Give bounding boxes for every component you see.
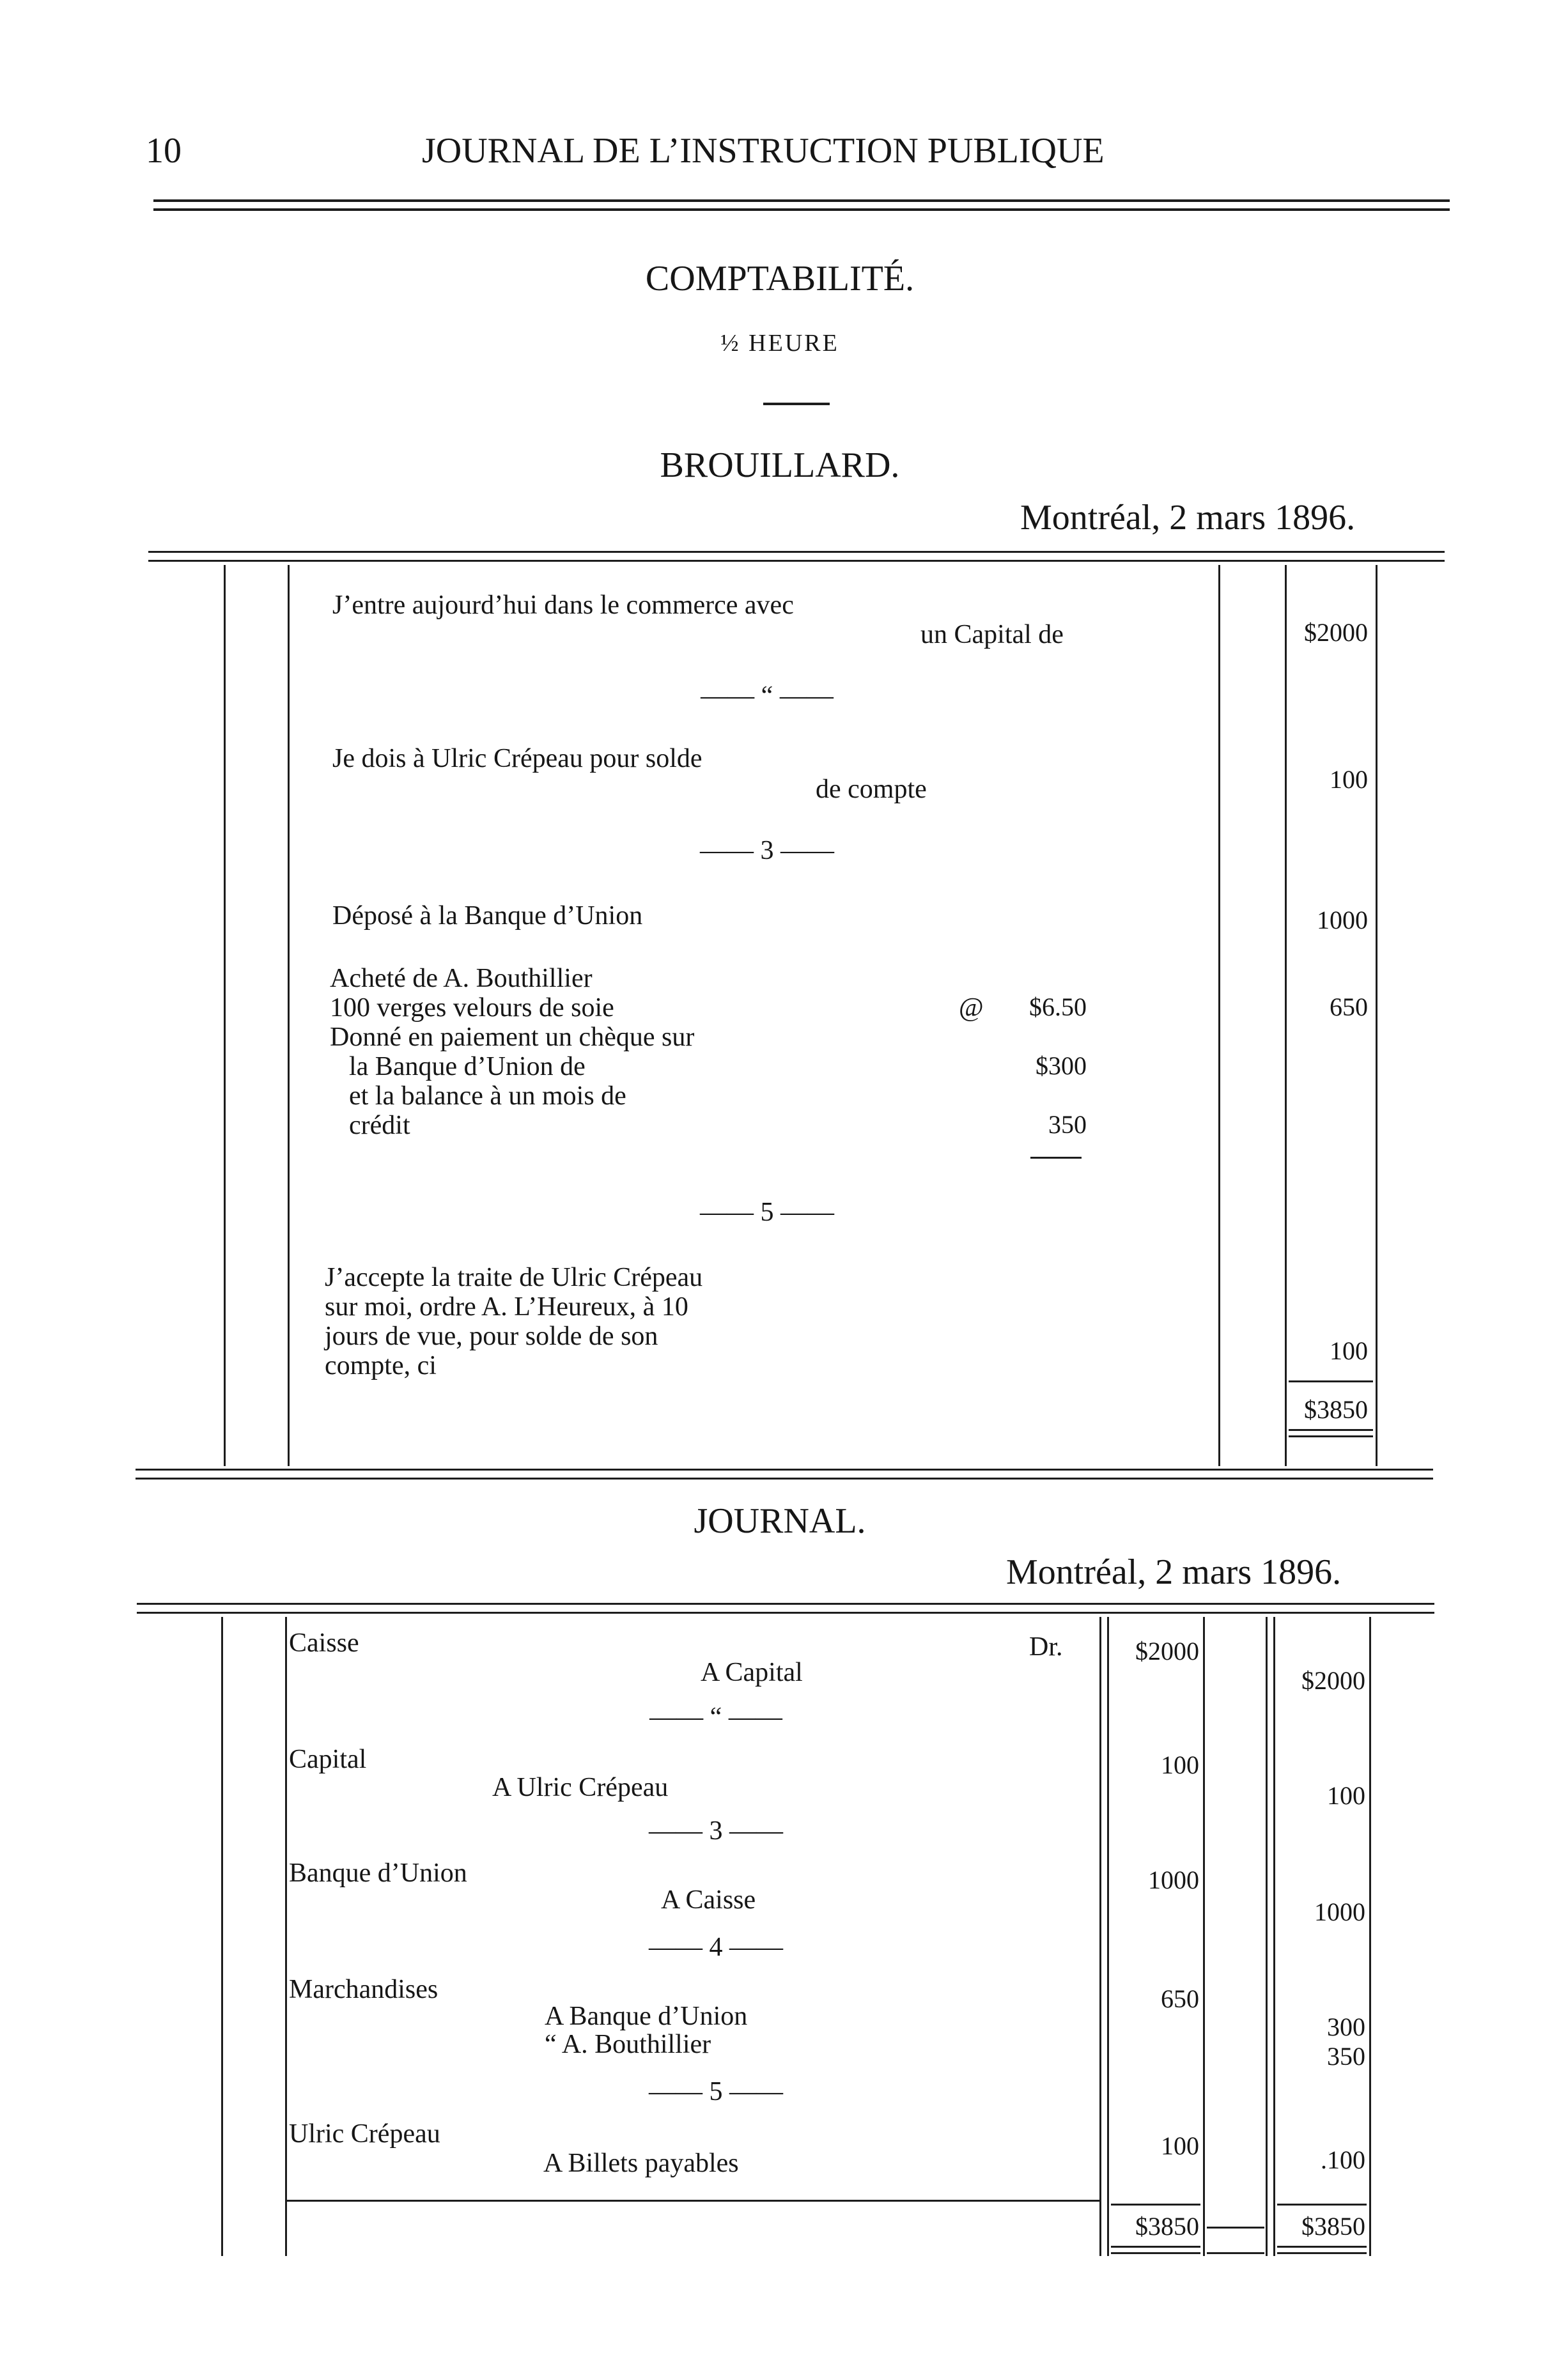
sub-amount: $300 — [1036, 1051, 1087, 1080]
credit-account: A Billets payables — [543, 2149, 739, 2178]
debit-account: Caisse — [289, 1628, 359, 1658]
debit-account: Banque d’Union — [289, 1858, 467, 1888]
debit-amount: 650 — [1161, 1984, 1199, 2013]
date-separator: —— “ —— — [649, 1703, 782, 1732]
entry-amount: $2000 — [1304, 618, 1368, 647]
credit-amount: 350 — [1327, 2042, 1365, 2071]
debit-amount: $2000 — [1135, 1637, 1199, 1665]
entry-text: Déposé à la Banque d’Union — [332, 901, 643, 931]
brouillard-date: Montréal, 2 mars 1896. — [1020, 498, 1356, 537]
debit-amount: 100 — [1161, 1750, 1199, 1779]
debit-account: Ulric Crépeau — [289, 2119, 440, 2149]
date-separator: —— 5 —— — [649, 2077, 783, 2106]
entry-text: Je dois à Ulric Crépeau pour solde — [332, 744, 702, 773]
brouillard-title: BROUILLARD. — [660, 445, 900, 485]
entry-text: J’accepte la traite de Ulric Crépeau — [325, 1263, 703, 1292]
unit-price: $6.50 — [1029, 993, 1087, 1021]
date-separator: —— 3 —— — [649, 1816, 783, 1846]
entry-amount: 100 — [1330, 1336, 1368, 1365]
credit-account: “ A. Bouthillier — [545, 2030, 711, 2059]
entry-text: sur moi, ordre A. L’Heureux, à 10 — [325, 1292, 688, 1322]
entry-detail: un Capital de — [920, 620, 1064, 649]
header-rule-top — [153, 199, 1450, 202]
credit-amount: $2000 — [1301, 1666, 1365, 1695]
debit-account: Marchandises — [289, 1975, 438, 2004]
credit-account: A Ulric Crépeau — [492, 1773, 669, 1802]
credit-account: A Caisse — [661, 1885, 756, 1915]
debit-amount: 100 — [1161, 2131, 1199, 2160]
entry-amount: 100 — [1330, 765, 1368, 794]
entry-text: 100 verges velours de soie — [330, 993, 614, 1023]
entry-text: Acheté de A. Bouthillier — [330, 964, 593, 993]
entry-text: Donné en paiement un chèque sur — [330, 1023, 695, 1052]
entry-text: et la balance à un mois de — [349, 1081, 626, 1111]
journal-title: JOURNAL. — [694, 1501, 866, 1541]
credit-amount: .100 — [1321, 2145, 1365, 2174]
entry-text: crédit — [349, 1111, 410, 1140]
debit-account: Capital — [289, 1745, 367, 1774]
short-divider — [763, 403, 830, 405]
entry-text: la Banque d’Union de — [349, 1052, 586, 1081]
date-separator: —— 5 —— — [700, 1198, 834, 1227]
page-number: 10 — [146, 131, 182, 171]
entry-amount: 650 — [1330, 993, 1368, 1021]
sub-amount: 350 — [1048, 1110, 1087, 1139]
credit-account: A Capital — [701, 1658, 803, 1687]
entry-text: J’entre aujourd’hui dans le commerce avec — [332, 591, 794, 620]
entry-text: jours de vue, pour solde de son — [325, 1322, 658, 1351]
sum-rule — [1030, 1157, 1082, 1159]
entry-detail: de compte — [816, 775, 927, 804]
debit-amount: 1000 — [1148, 1866, 1199, 1894]
journal-total-debit: $3850 — [1135, 2212, 1199, 2241]
credit-amount: 300 — [1327, 2013, 1365, 2041]
date-separator: —— 3 —— — [700, 836, 834, 865]
journal-bottom-rule — [285, 2200, 1099, 2202]
dr-label: Dr. — [1029, 1632, 1063, 1662]
credit-account: A Banque d’Union — [545, 2002, 748, 2031]
section-duration: ½ HEURE — [720, 330, 839, 357]
entry-text: compte, ci — [325, 1351, 437, 1380]
date-separator: —— 4 —— — [649, 1933, 783, 1962]
brouillard-total: $3850 — [1304, 1395, 1368, 1424]
entry-amount: 1000 — [1317, 906, 1368, 934]
credit-amount: 1000 — [1314, 1897, 1365, 1926]
credit-amount: 100 — [1327, 1781, 1365, 1810]
journal-total-credit: $3850 — [1301, 2212, 1365, 2241]
section-title: COMPTABILITÉ. — [645, 259, 915, 298]
running-title: JOURNAL DE L’INSTRUCTION PUBLIQUE — [422, 131, 1105, 171]
header-rule-bottom — [153, 208, 1450, 211]
journal-date: Montréal, 2 mars 1896. — [1006, 1552, 1342, 1592]
total-rule — [1289, 1380, 1373, 1382]
date-separator: —— “ —— — [701, 681, 834, 711]
at-symbol: @ — [959, 993, 984, 1023]
